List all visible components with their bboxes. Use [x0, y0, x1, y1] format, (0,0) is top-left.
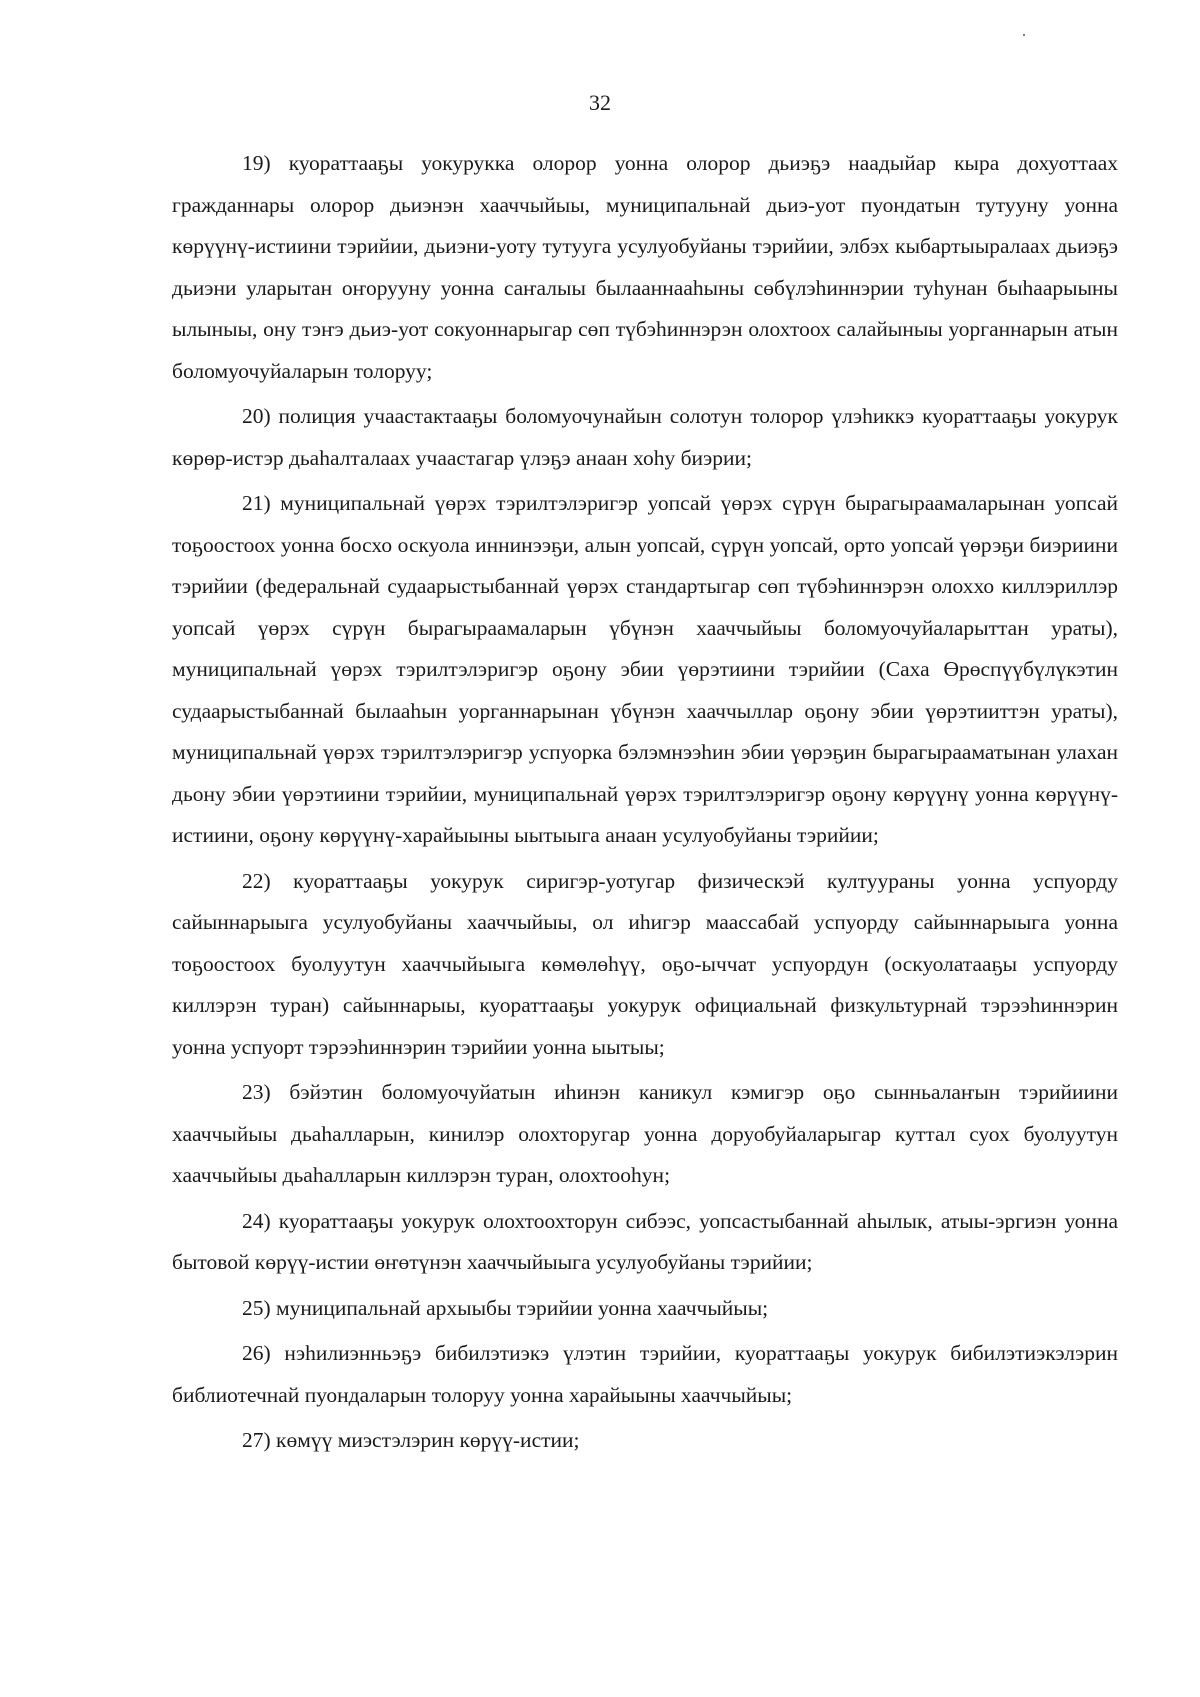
- paragraph-25: 25) муниципальнай архыыбы тэрийии уонна хааччыйыы;: [242, 1295, 769, 1320]
- paragraph-27: 27) көмүү миэстэлэрин көрүү-истии;: [242, 1428, 580, 1452]
- paragraph-24: 24) куораттааҕы уокурук олохтоохторун сибээс, уопсастыбаннай аһылык, атыы-эргиэн уонна бытовой көрүү-истии өҥөтүнэн хааччыйыыга усулуобуйаны тэрийии;: [172, 1208, 1118, 1274]
- paragraph-19: 19) куораттааҕы уокурукка олорор уонна олорор дьиэҕэ наадыйар кыра дохуоттаах гражданнары олорор дьиэнэн хааччыйыы, муниципальнай дьиэ-уот пуондатын тутууну уонна көрүүнү-истиини тэрийии, дьиэни-уоту тутууга усулуобуйаны тэрийии, элбэх кыбартыыралаах дьиэҕэ дьиэни уларытан оҥорууну уонна саҥалыы былааннааһыны сөбүлэһиннэрии туһунан быһаарыыны ылыныы, ону тэҥэ дьиэ-уот сокуоннарыгар сөп түбэһиннэрэн олохтоох салайыныы уорганнарын атын боломуочуйаларын толоруу;: [172, 151, 1118, 383]
- paragraph-20: 20) полиция учаастактааҕы боломуочунайын солотун толорор үлэһиккэ куораттааҕы уокурук көрөр-истэр дьаһалталаах учаастагар үлэҕэ анаан хоһу биэрии;: [172, 404, 1118, 470]
- paragraph-23: 23) бэйэтин боломуочуйатын иһинэн каникул кэмигэр оҕо сынньалаҥын тэрийиини хааччыйыы дьаһалларын, кинилэр олохторугар уонна доруобуйаларыгар куттал суох буолуутун хааччыйыы дьаһалларын киллэрэн туран, олохтооһун;: [172, 1080, 1118, 1187]
- page-number: 32: [589, 90, 611, 115]
- paragraph-26: 26) нэһилиэнньэҕэ бибилэтиэкэ үлэтин тэрийии, куораттааҕы уокурук бибилэтиэкэлэрин библиотечнай пуондаларын толоруу уонна харайыыны хааччыйыы;: [172, 1341, 1118, 1407]
- paragraph-21: 21) муниципальнай үөрэх тэрилтэлэригэр уопсай үөрэх сүрүн бырагыраамаларынан уопсай тоҕоостоох уонна босхо оскуола иннинээҕи, алын уопсай, сүрүн уопсай, орто уопсай үөрэҕи биэриини тэрийии (федеральнай судаарыстыбаннай үөрэх стандартыгар сөп түбэһиннэрэн олоххо киллэриллэр уопсай үөрэх сүрүн бырагыраамаларын үбүнэн хааччыйыы боломуочуйаларыттан ураты), муниципальнай үөрэх тэрилтэлэригэр оҕону эбии үөрэтиини тэрийии (Саха Өрөспүүбүлүкэтин судаарыстыбаннай былааһын уорганнарынан үбүнэн хааччыллар оҕону эбии үөрэтииттэн ураты), муниципальнай үөрэх тэрилтэлэригэр успуорка бэлэмнээһин эбии үөрэҕин бырагырааматынан улахан дьону эбии үөрэтиини тэрийии, муниципальнай үөрэх тэрилтэлэригэр оҕону көрүүнү уонна көрүүнү-истиини, оҕону көрүүнү-харайыыны ыытыыга анаан усулуобуйаны тэрийии;: [172, 491, 1118, 847]
- document-body: [172, 143, 1118, 1466]
- paragraph-22: 22) куораттааҕы уокурук сиригэр-уотугар физическэй култуураны уонна успуорду сайыннарыыга усулуобуйаны хааччыйыы, ол иһигэр маассабай успуорду сайыннарыыга уонна тоҕоостоох буолуутун хааччыйыыга көмөлөһүү, оҕо-ыччат успуордун (оскуолатааҕы успуорду киллэрэн туран) сайыннарыы, куораттааҕы уокурук официальнай физкультурнай тэрээһиннэрин уонна успуорт тэрээһиннэрин тэрийии уонна ыытыы;: [172, 868, 1118, 1059]
- scan-artifact-dot: [1023, 34, 1025, 36]
